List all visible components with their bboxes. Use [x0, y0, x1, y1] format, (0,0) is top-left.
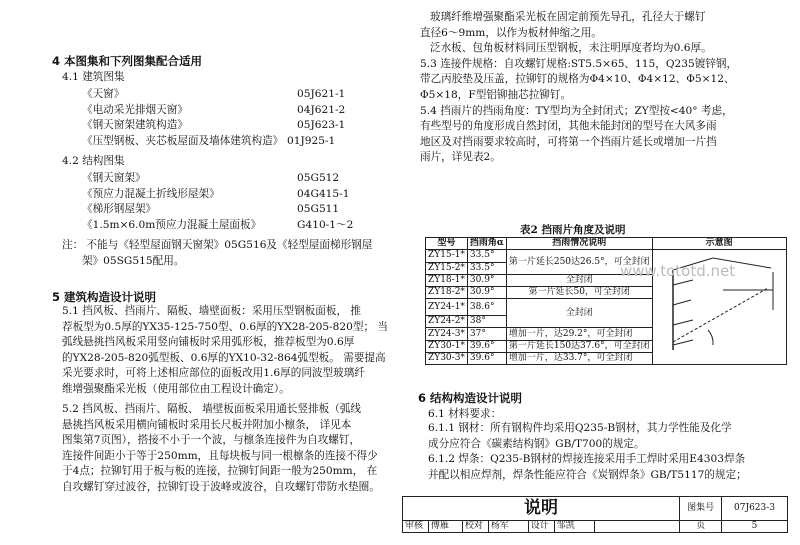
- title-block: [402, 496, 788, 533]
- desc-cell: 全封闭: [506, 274, 652, 286]
- desc-cell: 第一片延长250达26.5°，可全封闭: [506, 250, 652, 275]
- section-5-2: [62, 402, 380, 496]
- model-cell: ZY18-2*: [426, 287, 468, 299]
- desc-cell: 第一片延长150达37.6°，可全封闭: [506, 340, 652, 352]
- model-cell: ZY24-2*: [426, 316, 468, 328]
- section-4-heading: 4 本图集和下列图集配合适用: [52, 54, 203, 68]
- text-line: 有些型号的角度形成自然封闭，其他未能封闭的型号在大风多雨: [420, 120, 717, 133]
- person-name: 傅雁: [428, 521, 462, 533]
- angle-cell: 38°: [467, 316, 506, 328]
- struct-code: 05G512: [297, 172, 340, 184]
- struct-code: 05G511: [297, 203, 340, 216]
- table-row: [426, 250, 787, 262]
- text-line: 荐板型为0.5厚的YX35-125-750型、0.6厚的YX28-205-820型； 当: [62, 320, 389, 333]
- arch-code: 01J925-1: [287, 134, 336, 147]
- role-label: 审核: [403, 521, 429, 533]
- text-line: 弧线悬挑挡风板采用竖向铺板时采用弧形板，推荐板型为0.6厚: [62, 336, 355, 349]
- struct-list: [82, 171, 261, 233]
- model-cell: ZY30-1*: [426, 340, 468, 352]
- col-header: 示意图: [652, 238, 786, 250]
- text-line: 玻璃纤维增强聚酯采光板在固定前预先导孔，孔径大于螺钉: [430, 11, 706, 23]
- arch-list: [82, 87, 283, 149]
- struct-code: 04G415-1: [297, 187, 350, 200]
- angle-cell: 30.9°: [467, 287, 506, 299]
- angle-cell: 33.5°: [467, 250, 506, 262]
- arch-codes: [287, 87, 346, 149]
- section-6-lines: [428, 421, 747, 483]
- page-label: 页: [680, 521, 722, 533]
- text-line: 带乙丙胶垫及压盖，拉铆钉的规格为Φ4×10、Φ4×12、Φ5×12、: [420, 73, 735, 86]
- text-line: 图集第7页图），搭接不小于一个波，与檩条连接件为自攻螺钉，: [62, 434, 361, 447]
- text-line: Φ5×18，F型铝铆抽芯拉铆钉。: [420, 88, 572, 101]
- section-5-1: [62, 304, 388, 398]
- section-6-heading: 6 结构构造设计说明: [418, 391, 523, 405]
- angle-table: [425, 237, 787, 365]
- angle-cell: 30.9°: [467, 274, 506, 286]
- atlas-number: 07J623-3: [722, 497, 788, 521]
- text-line: 地区及对挡雨要求较高时，可将第一个挡雨片延长或增加一片挡: [420, 135, 717, 148]
- note-line-1: 注： 不能与《轻型屋面钢天窗架》05G516及《轻型屋面梯形钢屋: [62, 239, 373, 251]
- watermark: www.tototd.net: [620, 262, 736, 280]
- right-paragraphs: [420, 10, 737, 166]
- model-cell: ZY24-3*: [426, 328, 468, 340]
- role-label: 设计: [528, 521, 554, 533]
- section-4-1: 4.1 建筑图集: [62, 71, 125, 83]
- title-row: [403, 497, 788, 521]
- role-label: 校对: [462, 521, 488, 533]
- text-line: 泛水板、包角板材料同压型钢板，未注明厚度者均为0.6厚。: [430, 42, 712, 55]
- person-name: 杨军: [488, 521, 528, 533]
- person-name: 邹凯: [554, 521, 594, 533]
- model-cell: ZY30-3*: [426, 353, 468, 365]
- table-header-row: [426, 238, 787, 250]
- section-6-1: 6.1 材料要求：: [428, 408, 502, 420]
- arch-code: 04J621-2: [297, 103, 346, 116]
- arch-item: 《电动采光排烟天窗》: [82, 103, 188, 116]
- text-line: 悬挑挡风板采用横向铺板时采用长尺板并附加小檩条， 详见本: [62, 418, 352, 431]
- model-cell: ZY24-1*: [426, 299, 468, 316]
- drawing-title: 说明: [403, 497, 680, 521]
- page-number: 5: [722, 521, 788, 533]
- text-line: 采光要求时，可将上述相应部位的面板改用1.6厚的同波型玻璃纤: [62, 367, 365, 380]
- text-line: 雨片，详见表2。: [420, 151, 501, 164]
- struct-codes: [297, 171, 353, 233]
- text-line: 维增强聚酯采光板（使用部位由工程设计确定）。: [62, 382, 290, 395]
- struct-item: 《梯形钢屋架》: [82, 203, 157, 216]
- text-line: 的YX28-205-820弧型板、0.6厚的YX10-32-864弧型板。 需要提高: [62, 351, 386, 364]
- text-line: 6.1.1 钢材：所有钢构件均采用Q235-B钢材，其力学性能及化学: [428, 422, 732, 434]
- section-5-heading: 5 建筑构造设计说明: [52, 290, 157, 304]
- text-line: 并配以相应焊剂，焊条性能应符合《炭钢焊条》GB/T5117的规定；: [428, 468, 747, 481]
- model-cell: ZY15-1*: [426, 250, 468, 262]
- text-line: 5.3 连接件规格：自攻螺钉规格:ST5.5×65、115，Q235镀锌钢，: [420, 57, 738, 70]
- angle-cell: 33.5°: [467, 262, 506, 274]
- struct-item: 《1.5m×6.0m预应力混凝土屋面板》: [82, 218, 262, 231]
- angle-cell: 39.6°: [467, 353, 506, 365]
- desc-cell: 全封闭: [506, 299, 652, 328]
- arch-item: 《压型钢板、夹芯板屋面及墙体建筑构造》: [82, 134, 284, 147]
- arch-item: 《钢天窗架建筑构造》: [82, 119, 188, 132]
- text-line: 直径6～9mm，以作为板材伸缩之用。: [420, 26, 602, 39]
- text-line: 5.1 挡风板、挡雨片、隔板、墙壁面板：采用压型钢板面板， 推: [62, 305, 362, 317]
- atlas-label: 图集号: [680, 497, 722, 521]
- angle-cell: 38.6°: [467, 299, 506, 316]
- struct-item: 《预应力混凝土折线形屋架》: [82, 187, 220, 200]
- text-line: 5.2 挡风板、挡雨片、隔板、 墙壁板面板采用通长竖排板（弧线: [62, 403, 362, 415]
- table-title: 表2 挡雨片角度及说明: [520, 224, 626, 236]
- arch-code: 05J623-1: [297, 119, 346, 132]
- note-line-2: 架》05SG515配用。: [82, 255, 185, 267]
- struct-code: G410-1～2: [297, 218, 354, 231]
- arch-code: 05J621-1: [297, 88, 346, 100]
- text-line: 自攻螺钉穿过波谷，拉铆钉设于波峰或波谷，自攻螺钉带防水垫圈。: [62, 480, 380, 493]
- struct-item: 《钢天窗架》: [82, 172, 146, 184]
- text-line: 连接件间距小于等于250mm，且每块板与同一根檩条的连接不得少: [62, 449, 378, 462]
- angle-cell: 37°: [467, 328, 506, 340]
- text-line: 5.4 挡雨片的挡雨角度：TY型均为全封闭式；ZY型按<40° 考虑，: [420, 104, 733, 117]
- model-cell: ZY15-2*: [426, 262, 468, 274]
- desc-cell: 增加一片，达29.2°，可全封闭: [506, 328, 652, 340]
- text-line: 于4点；拉铆钉用于板与板的连接，拉铆钉间距一般为250mm， 在: [62, 465, 378, 478]
- angle-cell: 39.6°: [467, 340, 506, 352]
- desc-cell: 第一片延长50，可全封闭: [506, 287, 652, 299]
- model-cell: ZY18-1*: [426, 274, 468, 286]
- col-header: 型号: [426, 238, 468, 250]
- text-line: 成分应符合《碳素结构钢》GB/T700的规定。: [428, 437, 645, 450]
- section-4-2: 4.2 结构图集: [62, 155, 125, 167]
- col-header: 挡雨情况说明: [506, 238, 652, 250]
- signature-area: [594, 521, 680, 533]
- col-header: 挡雨角α: [467, 238, 506, 250]
- signature-row: [403, 521, 788, 533]
- desc-cell: 增加一片，达33.7°，可全封闭: [506, 353, 652, 365]
- text-line: 6.1.2 焊条：Q235-B钢材的焊接连接采用手工焊时采用E4303焊条: [428, 453, 746, 466]
- arch-item: 《天窗》: [82, 88, 125, 100]
